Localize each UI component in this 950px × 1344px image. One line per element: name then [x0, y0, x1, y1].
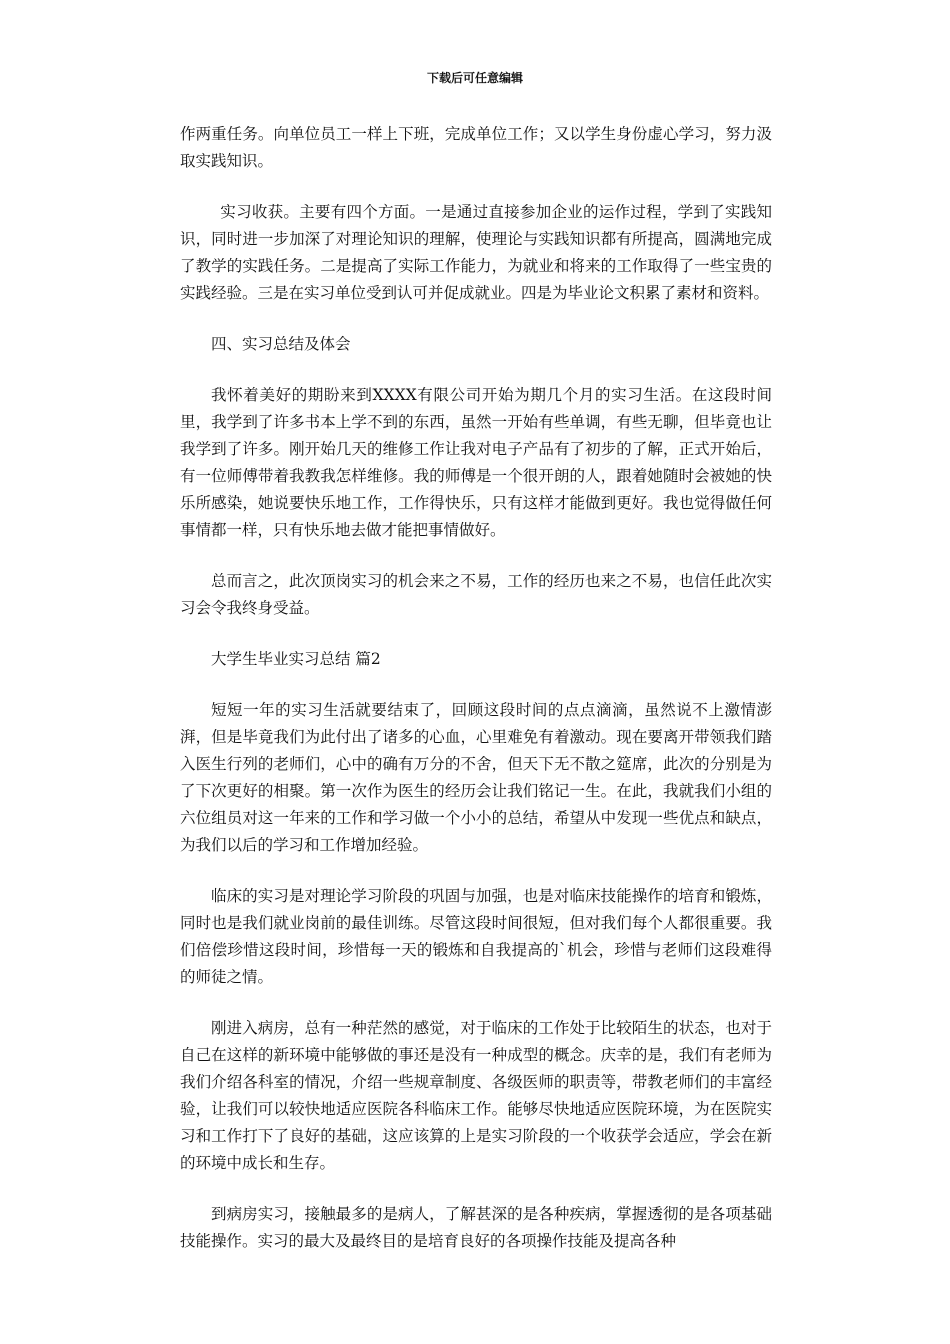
page-header: 下载后可任意编辑 [426, 71, 523, 85]
paragraph-8: 到病房实习，接触最多的是病人，了解甚深的是各种疾病，掌握透彻的是各项基础技能操作。实习的最大及最终目的是培育良好的各项操作技能及提高各种 [180, 1205, 772, 1250]
paragraph-7: 刚进入病房，总有一种茫然的感觉，对于临床的工作处于比较陌生的状态，也对于自己在这样的新环境中能够做的事还是没有一种成型的概念。庆幸的是，我们有老师为我们介绍各科室的情况，介绍一些规章制度、各级医师的职责等，带教老师们的丰富经验，让我们可以较快地适应医院各科临床工作。能够尽快地适应医院环境，为在医院实习和工作打下了良好的基础，这应该算的上是实习阶段的一个收获学会适应，学会在新的环境中成长和生存。 [180, 1019, 772, 1172]
paragraph-6: 临床的实习是对理论学习阶段的巩固与加强，也是对临床技能操作的培育和锻炼，同时也是我们就业岗前的最佳训练。尽管这段时间很短，但对我们每个人都很重要。我们倍偿珍惜这段时间，珍惜每一天的锻炼和自我提高的`机会，珍惜与老师们这段难得的师徒之情。 [180, 887, 772, 986]
paragraph-3: 我怀着美好的期盼来到XXXX有限公司开始为期几个月的实习生活。在这段时间里，我学到了许多书本上学不到的东西，虽然一开始有些单调，有些无聊，但毕竟也让我学到了许多。刚开始几天的维修工作让我对电子产品有了初步的了解，正式开始后，有一位师傅带着我教我怎样维修。我的师傅是一个很开朗的人，跟着她随时会被她的快乐所感染，她说要快乐地工作，工作得快乐，只有这样才能做到更好。我也觉得做任何事情都一样，只有快乐地去做才能把事情做好。 [180, 386, 772, 539]
document-body [180, 121, 772, 1279]
paragraph-5: 短短一年的实习生活就要结束了，回顾这段时间的点点滴滴，虽然说不上激情澎湃，但是毕竟我们为此付出了诸多的心血，心里难免有着激动。现在要离开带领我们踏入医生行列的老师们，心中的确有万分的不舍，但天下无不散之筵席，此次的分别是为了下次更好的相聚。第一次作为医生的经历会让我们铭记一生。在此，我就我们小组的六位组员对这一年来的工作和学习做一个小小的总结，希望从中发现一些优点和缺点，为我们以后的学习和工作增加经验。 [180, 701, 772, 854]
paragraph-2: 实习收获。主要有四个方面。一是通过直接参加企业的运作过程，学到了实践知识，同时进一步加深了对理论知识的理解，使理论与实践知识都有所提高，圆满地完成了教学的实践任务。二是提高了实际工作能力，为就业和将来的工作取得了一些宝贵的实践经验。三是在实习单位受到认可并促成就业。四是为毕业论文积累了素材和资料。 [180, 203, 772, 302]
section-heading-4: 四、实习总结及体会 [211, 335, 351, 353]
article-heading-2: 大学生毕业实习总结 篇2 [211, 650, 381, 668]
paragraph-4: 总而言之，此次顶岗实习的机会来之不易，工作的经历也来之不易，也信任此次实习会令我终身受益。 [180, 572, 772, 617]
paragraph-1: 作两重任务。向单位员工一样上下班，完成单位工作；又以学生身份虚心学习，努力汲取实践知识。 [180, 125, 772, 170]
